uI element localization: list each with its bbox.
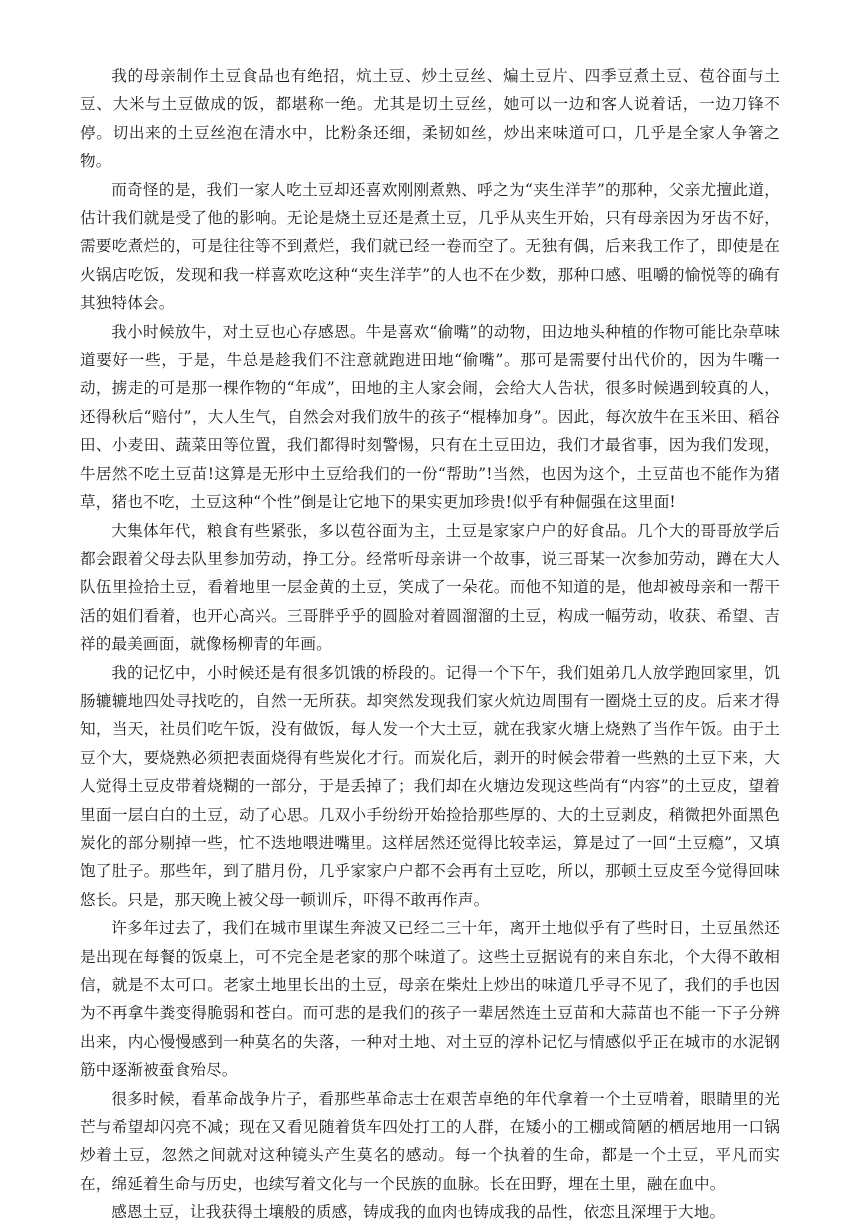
paragraph-3: 我小时候放牛，对土豆也心存感恩。牛是喜欢“偷嘴”的动物，田边地头种植的作物可能比杂草味道要好一些，于是，牛总是趁我们不注意就跑进田地“偷嘴”。那可是需要付出代价的，因为牛嘴一动，掳走的可是那一棵作物的“年成”，田地的主人家会闹，会给大人告状，很多时候遇到较真的人，还得秋后“赔付”，大人生气，自然会对我们放牛的孩子“棍棒加身”。因此，每次放牛在玉米田、稻谷田、小麦田、蔬菜田等位置，我们都得时刻警惕，只有在土豆田边，我们才最省事，因为我们发现，牛居然不吃土豆苗!这算是无形中土豆给我们的一份“帮助”!当然，也因为这个，土豆苗也不能作为猪草，猪也不吃，土豆这种“个性”倒是让它地下的果实更加珍贵!似乎有种倔强在这里面!	[80, 322, 780, 512]
paragraph-4: 大集体年代，粮食有些紧张，多以苞谷面为主，土豆是家家户户的好食品。几个大的哥哥放学后都会跟着父母去队里参加劳动，挣工分。经常听母亲讲一个故事，说三哥某一次参加劳动，蹲在大人队伍里捡拾土豆，看着地里一层金黄的土豆，笑成了一朵花。而他不知道的是，他却被母亲和一帮干活的姐们看着，也开心高兴。三哥胖乎乎的圆脸对着圆溜溜的土豆，构成一幅劳动，收获、希望、吉祥的最美画面，就像杨柳青的年画。	[80, 521, 780, 654]
paragraph-7: 很多时候，看革命战争片子，看那些革命志士在艰苦卓绝的年代拿着一个土豆啃着，眼睛里的光芒与希望却闪亮不减；现在又看见随着货车四处打工的人群，在矮小的工棚或简陋的栖居地用一口锅炒着土豆，忽然之间就对这种镜头产生莫名的感动。每一个执着的生命，都是一个土豆，平凡而实在，绵延着生命与历史，也续写着文化与一个民族的血脉。长在田野，埋在土里，融在血中。	[80, 1089, 780, 1193]
paragraph-1: 我的母亲制作土豆食品也有绝招，炕土豆、炒土豆丝、煸土豆片、四季豆煮土豆、苞谷面与土豆、大米与土豆做成的饭，都堪称一绝。尤其是切土豆丝，她可以一边和客人说着话，一边刀锋不停。切出来的土豆丝泡在清水中，比粉条还细，柔韧如丝，炒出来味道可口，几乎是全家人争箸之物。	[80, 67, 780, 171]
essay-body	[80, 62, 780, 1227]
paragraph-2: 而奇怪的是，我们一家人吃土豆却还喜欢刚刚煮熟、呼之为“夹生洋芋”的那种，父亲尤擅此道，估计我们就是受了他的影响。无论是烧土豆还是煮土豆，几乎从夹生开始，只有母亲因为牙齿不好，需要吃煮烂的，可是往往等不到煮烂，我们就已经一卷而空了。无独有偶，后来我工作了，即使是在火锅店吃饭，发现和我一样喜欢吃这种“夹生洋芋”的人也不在少数，那种口感、咀嚼的愉悦等的确有其独特体会。	[80, 180, 780, 313]
paragraph-8: 感恩土豆，让我获得土壤般的质感，铸成我的血肉也铸成我的品性，依恋且深埋于大地。	[111, 1203, 726, 1222]
paragraph-5: 我的记忆中，小时候还是有很多饥饿的桥段的。记得一个下午，我们姐弟几人放学跑回家里，饥肠辘辘地四处寻找吃的，自然一无所获。却突然发现我们家火炕边周围有一圈烧土豆的皮。后来才得知，当天，社员们吃午饭，没有做饭，每人发一个大土豆，就在我家火塘上烧熟了当作午饭。由于土豆个大，要烧熟必须把表面烧得有些炭化才行。而炭化后，剥开的时候会带着一些熟的土豆下来，大人觉得土豆皮带着烧糊的一部分，于是丢掉了；我们却在火塘边发现这些尚有“内容”的土豆皮，望着里面一层白白的土豆，动了心思。几双小手纷纷开始捡拾那些厚的、大的土豆剥皮，稍微把外面黑色炭化的部分剔掉一些，忙不迭地喂进嘴里。这样居然还觉得比较幸运，算是过了一回“土豆瘾”，又填饱了肚子。那些年，到了腊月份，几乎家家户户都不会再有土豆吃，所以，那顿土豆皮至今觉得回味悠长。只是，那天晚上被父母一顿训斥，吓得不敢再作声。	[80, 663, 780, 909]
paragraph-6: 许多年过去了，我们在城市里谋生奔波又已经二三十年，离开土地似乎有了些时日，土豆虽然还是出现在每餐的饭桌上，可不完全是老家的那个味道了。这些土豆据说有的来自东北，个大得不敢相信，就是不太可口。老家土地里长出的土豆，母亲在柴灶上炒出的味道几乎寻不见了，我们的手也因为不再拿牛粪变得脆弱和苍白。而可悲的是我们的孩子一辈居然连土豆苗和大蒜苗也不能一下子分辨出来，内心慢慢感到一种莫名的失落，一种对土地、对土豆的淳朴记忆与情感似乎正在城市的水泥钢筋中逐渐被蚕食殆尽。	[80, 919, 780, 1080]
